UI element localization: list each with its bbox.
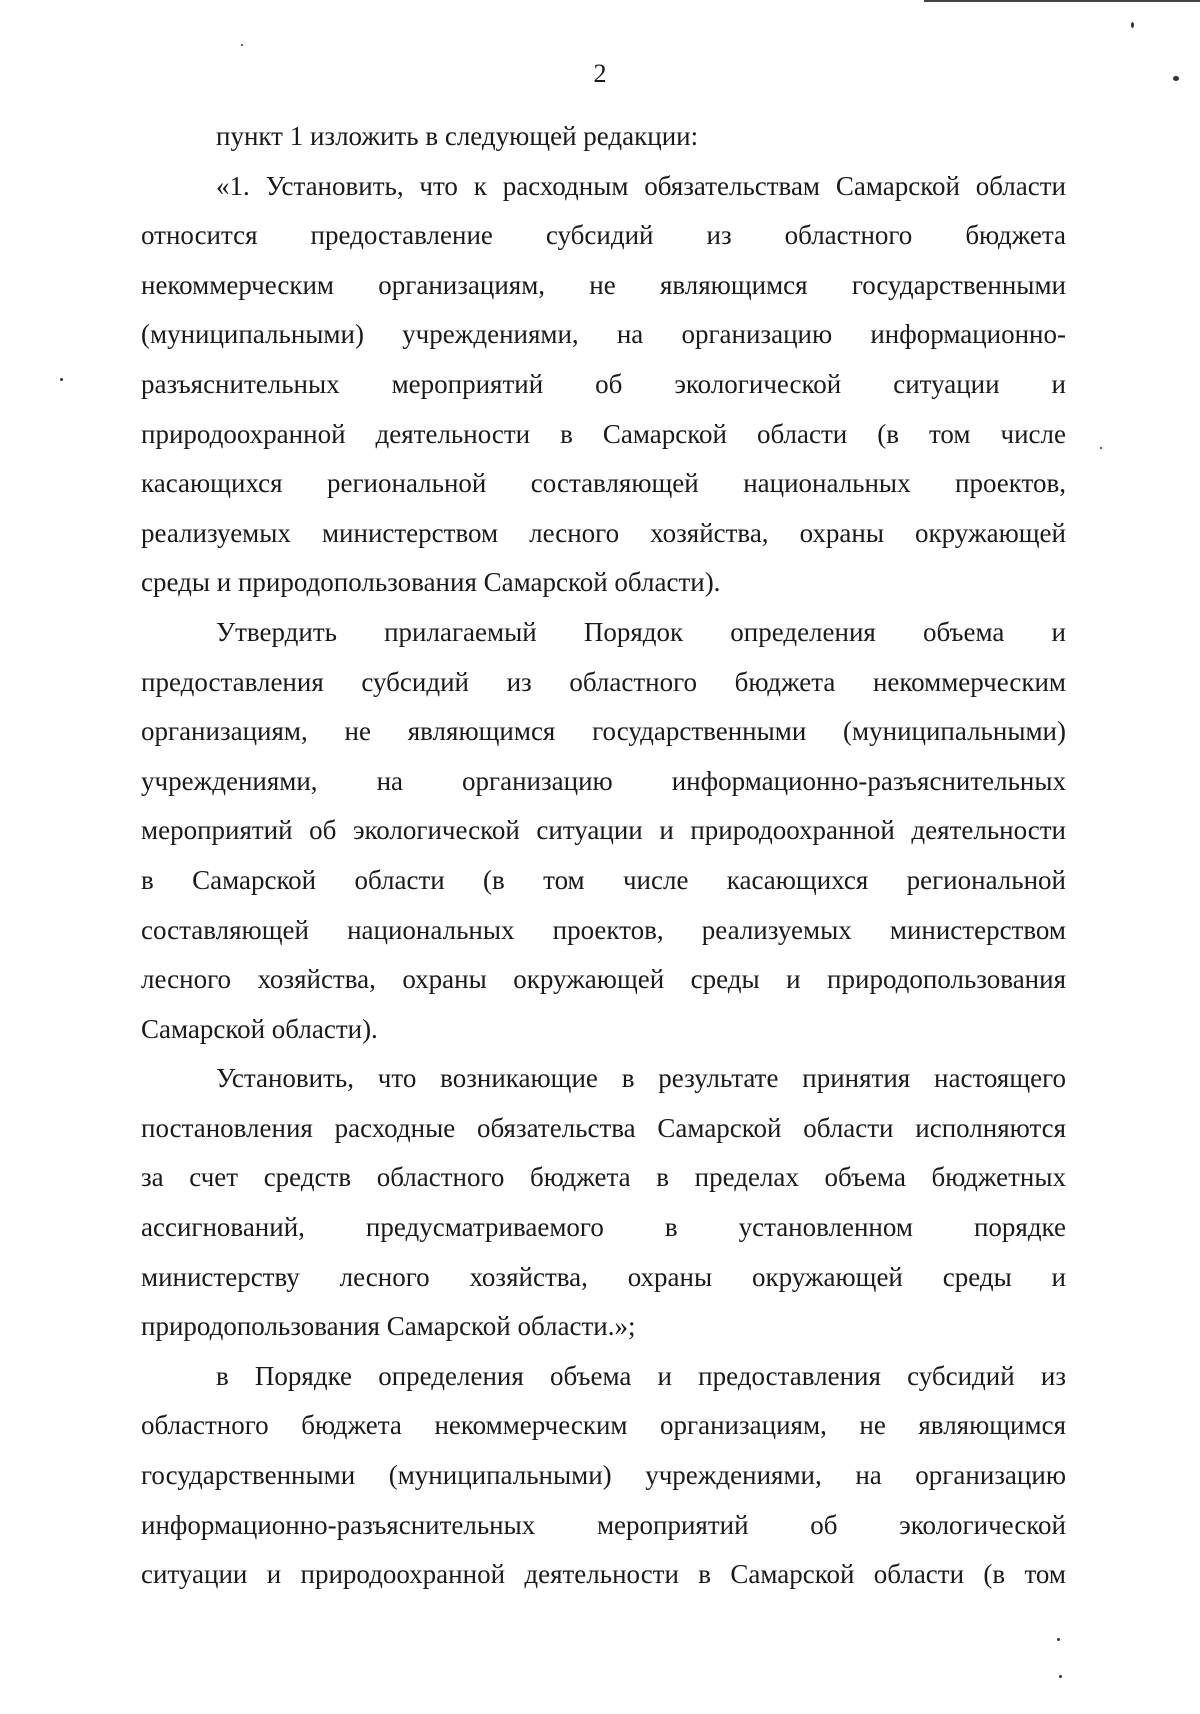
scan-speck <box>1059 1675 1062 1678</box>
text-line: составляющей национальных проектов, реализуемых министерством <box>141 914 1066 945</box>
page-number: 2 <box>593 59 607 88</box>
text-line: среды и природопользования Самарской области). <box>141 567 721 598</box>
text-line: природопользования Самарской области.»; <box>141 1311 636 1342</box>
text-line: (муниципальными) учреждениями, на организацию информационно- <box>141 319 1066 350</box>
text-line: пункт 1 изложить в следующей редакции: <box>216 121 699 151</box>
scan-speck <box>1100 447 1102 449</box>
text-line: относится предоставление субсидий из областного бюджета <box>141 220 1066 251</box>
paragraph <box>141 1352 1066 1600</box>
text-line: Утвердить прилагаемый Порядок определения объема и <box>216 616 1066 647</box>
text-line: в Самарской области (в том числе касающихся региональной <box>141 864 1066 895</box>
paragraph <box>141 1054 1066 1352</box>
text-line: разъяснительных мероприятий об экологической ситуации и <box>141 368 1066 399</box>
text-line: постановления расходные обязательства Самарской области исполняются <box>141 1112 1066 1143</box>
text-line: информационно-разъяснительных мероприятий об экологической <box>141 1509 1066 1540</box>
paragraph <box>141 162 1066 608</box>
scan-speck <box>1057 1638 1060 1641</box>
text-line: ситуации и природоохранной деятельности в Самарской области (в том <box>141 1559 1066 1590</box>
text-line: в Порядке определения объема и предоставления субсидий из <box>216 1360 1066 1391</box>
text-line: мероприятий об экологической ситуации и природоохранной деятельности <box>141 815 1066 846</box>
text-line: областного бюджета некоммерческим организациям, не являющимся <box>141 1410 1066 1441</box>
text-line: лесного хозяйства, охраны окружающей среды и природопользования <box>141 964 1066 995</box>
paragraph <box>141 112 1066 162</box>
text-line: некоммерческим организациям, не являющимся государственными <box>141 269 1066 300</box>
text-line: «1. Установить, что к расходным обязательствам Самарской области <box>216 170 1066 201</box>
text-line: реализуемых министерством лесного хозяйства, охраны окружающей <box>141 517 1066 548</box>
text-line: за счет средств областного бюджета в пределах объема бюджетных <box>141 1162 1066 1193</box>
paragraph <box>141 608 1066 1054</box>
text-line: государственными (муниципальными) учреждениями, на организацию <box>141 1460 1066 1491</box>
text-line: Установить, что возникающие в результате принятия настоящего <box>216 1063 1066 1094</box>
text-line: природоохранной деятельности в Самарской области (в том числе <box>141 418 1066 449</box>
text-line: организациям, не являющимся государственными (муниципальными) <box>141 716 1066 747</box>
scan-speck <box>60 378 63 381</box>
text-line: предоставления субсидий из областного бюджета некоммерческим <box>141 666 1066 697</box>
text-line: ассигнований, предусматриваемого в установленном порядке <box>141 1212 1066 1243</box>
text-line: Самарской области). <box>141 1013 378 1044</box>
text-line: касающихся региональной составляющей национальных проектов, <box>141 468 1066 499</box>
text-line: министерству лесного хозяйства, охраны окружающей среды и <box>141 1261 1066 1292</box>
scan-speck <box>1131 22 1134 28</box>
scan-speck <box>241 44 243 46</box>
text-line: учреждениями, на организацию информационно-разъяснительных <box>141 765 1066 796</box>
document-body <box>141 112 1066 1600</box>
scan-edge-line <box>924 0 1200 2</box>
